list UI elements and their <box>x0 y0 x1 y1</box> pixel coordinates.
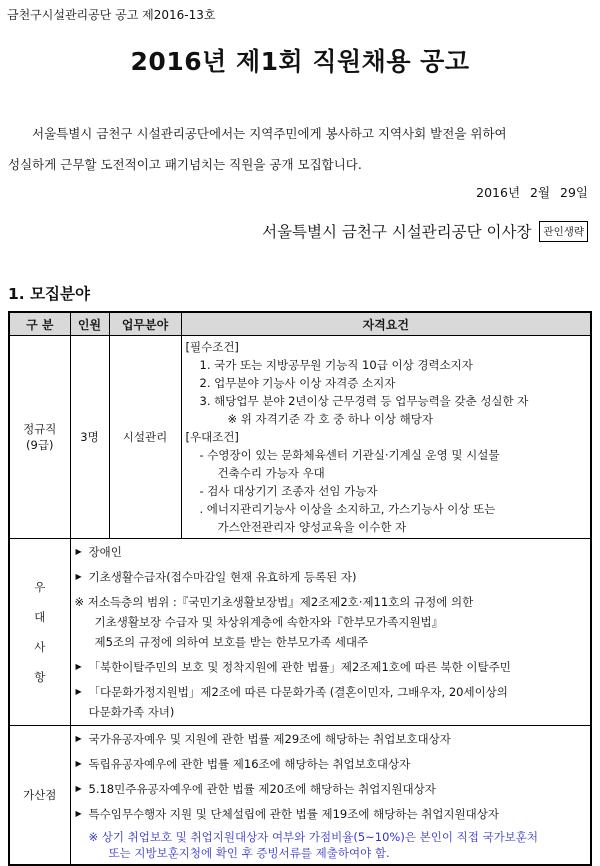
table-row-preferential <box>9 539 591 726</box>
bonus-label: 가산점 <box>9 726 70 866</box>
list-item: ▶ 국가유공자예우 및 지원에 관한 법률 제29조에 해당하는 취업보호대상자 <box>75 729 587 749</box>
header-qualifications: 자격요건 <box>181 312 591 336</box>
list-item: ▶ 기초생활수급자(접수마감일 현재 유효하게 등록된 자) <box>75 567 587 587</box>
table-header-row <box>9 312 591 336</box>
preferred-item: - 검사 대상기기 조종자 선임 가능자 <box>199 484 378 498</box>
notice-date: 2016년 2월 29일 <box>476 185 588 200</box>
required-item: 1. 국가 또는 지방공무원 기능직 10급 이상 경력소지자 <box>199 358 473 372</box>
bullet-icon: ▶ <box>75 734 82 743</box>
official-seal-omitted: 관인생략 <box>539 221 588 242</box>
intro-line-1: 서울특별시 금천구 시설관리공단에서는 지역주민에게 봉사하고 지역사회 발전을 위하여 <box>32 126 507 141</box>
bonus-content <box>70 726 591 866</box>
low-income-note: ※ 저소득층의 범위 :『국민기초생활보장법』제2조제2호·제11호의 규정에 의한 기초생활보장 수급자 및 차상위계층에 속한자와『한부모가족지원법』 제5조의 규정에 의하여 보호를 받는 한부모가족 세대주 <box>74 595 474 649</box>
preferred-item: - 수영장이 있는 문화체육센터 기관실·기계실 운영 및 시설물 <box>199 448 500 462</box>
preferential-char: 사 <box>34 640 46 654</box>
preferred-item: . 에너지관리기능사 이상을 소지하고, 가스기능사 이상 또는 <box>199 502 496 516</box>
table-row-bonus <box>9 726 591 866</box>
section-title: 1. 모집분야 <box>8 285 90 303</box>
intro-line-2: 성실하게 근무할 도전적이고 패기넘치는 직원을 공개 모집합니다. <box>8 157 362 172</box>
bullet-icon: ▶ <box>75 784 82 793</box>
required-item: 2. 업무분야 기능사 이상 자격증 소지자 <box>199 376 396 390</box>
header-field: 업무분야 <box>109 312 181 336</box>
list-item: ▶ 「북한이탈주민의 보호 및 정착지원에 관한 법률」제2조제1호에 따른 북한 이탈주민 <box>75 657 587 677</box>
list-item-continuation: 다문화가족 자녀) <box>88 705 175 719</box>
preferential-char: 우 <box>34 580 46 594</box>
list-item: ▶ 5.18민주유공자예우에 관한 법률 제20조에 해당하는 취업지원대상자 <box>75 779 587 799</box>
page-title: 2016년 제1회 직원채용 공고 <box>130 47 470 76</box>
preferential-char: 대 <box>34 610 46 624</box>
preferred-item: 가스안전관리자 양성교육을 이수한 자 <box>217 520 407 534</box>
bullet-icon: ▶ <box>75 662 82 671</box>
regular-count: 3명 <box>70 336 109 539</box>
list-item: ▶ 장애인 <box>75 542 587 562</box>
preferential-label <box>9 539 70 726</box>
intro-paragraph <box>8 118 592 180</box>
required-note: ※ 위 자격기준 각 호 중 하나 이상 해당자 <box>227 412 434 426</box>
preferred-title: [우대조건] <box>185 430 239 444</box>
table-row-regular <box>9 336 591 539</box>
preferred-item: 건축수리 가능자 우대 <box>217 466 325 480</box>
list-item: ▶ 독립유공자예우에 관한 법률 제16조에 해당하는 취업보호대상자 <box>75 754 587 774</box>
bonus-note: ※ 상기 취업보호 및 취업지원대상자 여부와 가점비율(5~10%)은 본인이 직접 국가보훈처 또는 지방보훈지청에 확인 후 증빙서류를 제출하여야 함. <box>88 830 539 860</box>
list-item: ▶ 특수임무수행자 지원 및 단체설립에 관한 법률 제19조에 해당하는 취업지원대상자 <box>75 804 587 824</box>
regular-qualifications <box>181 336 591 539</box>
signature-block <box>262 220 588 242</box>
bullet-icon: ▶ <box>75 572 82 581</box>
preferential-content <box>70 539 591 726</box>
regular-category-cell <box>9 336 70 539</box>
header-category: 구 분 <box>9 312 70 336</box>
bullet-icon: ▶ <box>75 759 82 768</box>
list-item: ▶ 「다문화가정지원법」제2조에 따른 다문화가족 (결혼이민자, 그배우자, 20세이상의 <box>75 682 587 702</box>
header-count: 인원 <box>70 312 109 336</box>
recruitment-table <box>8 311 592 866</box>
bullet-icon: ▶ <box>75 809 82 818</box>
regular-category: 정규직 <box>23 422 57 436</box>
bullet-icon: ▶ <box>75 687 82 696</box>
preferential-char: 항 <box>34 670 46 684</box>
regular-grade: (9급) <box>26 438 54 452</box>
required-title: [필수조건] <box>185 340 239 354</box>
bullet-icon: ▶ <box>75 547 82 556</box>
signatory: 서울특별시 금천구 시설관리공단 이사장 <box>262 223 532 241</box>
notice-number: 금천구시설관리공단 공고 제2016-13호 <box>7 8 216 22</box>
regular-field: 시설관리 <box>109 336 181 539</box>
required-item: 3. 해당업무 분야 2년이상 근무경력 등 업무능력을 갖춘 성실한 자 <box>199 394 529 408</box>
